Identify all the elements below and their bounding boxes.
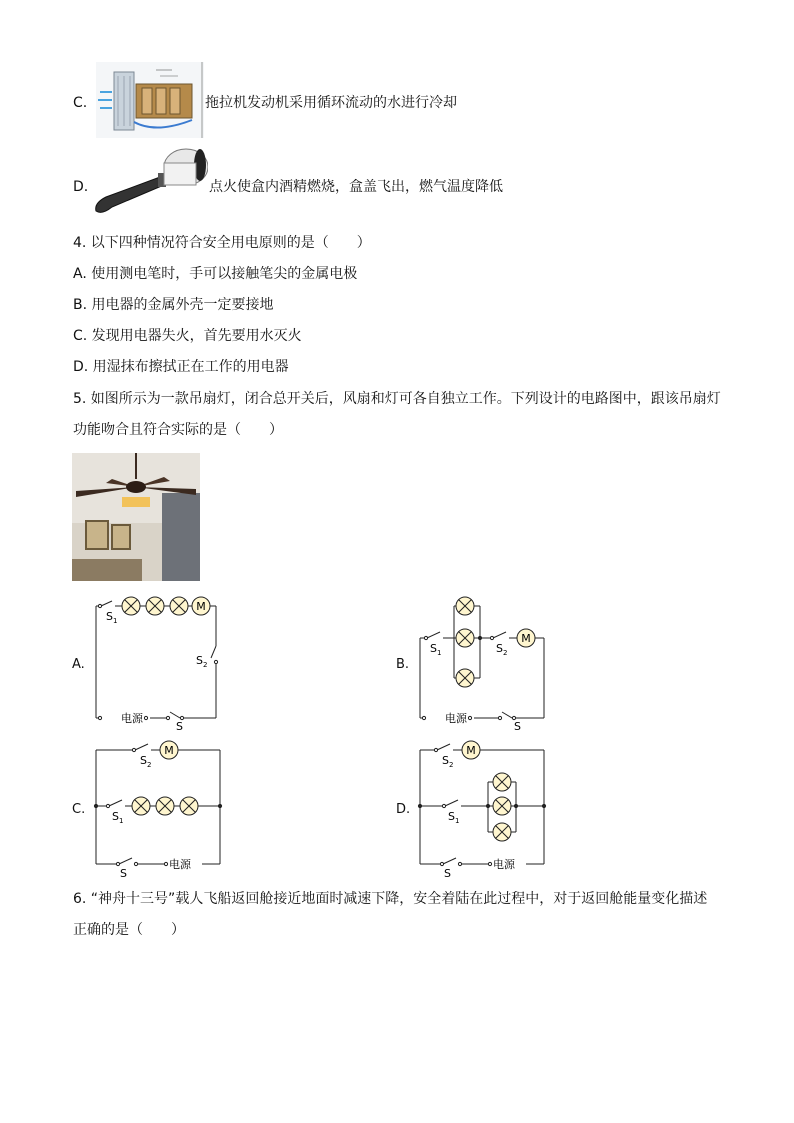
circuit-d-s1-sub: 1 [455, 817, 460, 825]
option-c-letter: C. [73, 95, 88, 111]
circuit-d-power: 电源 [493, 858, 515, 871]
circuit-a-s1-sub: 1 [113, 617, 118, 625]
q4-option-d: D. 用湿抹布擦拭正在工作的用电器 [73, 359, 289, 375]
circuit-c-s2: S [140, 754, 147, 767]
circuit-d-s1: S [448, 810, 455, 823]
circuit-d-motor: M [466, 744, 476, 757]
circuit-b-s2-sub: 2 [503, 649, 508, 657]
q6-stem-line1: 6. “神舟十三号”载人飞船返回舱接近地面时减速下降，安全着陆在此过程中，对于返回舱能量变化描述 [73, 891, 708, 907]
circuit-b-s1: S [430, 642, 437, 655]
circuit-c-diagram [90, 738, 226, 878]
alcohol-ignition-image [90, 145, 208, 221]
engine-cooling-image [96, 62, 204, 138]
circuit-a-s2-sub: 2 [203, 661, 208, 669]
circuit-a-s: S [176, 720, 183, 733]
circuit-a-power: 电源 [121, 712, 143, 725]
q6-stem-line2: 正确的是（ ） [73, 922, 185, 938]
q5-stem-line2: 功能吻合且符合实际的是（ ） [73, 422, 283, 438]
circuit-d-s2: S [442, 754, 449, 767]
circuit-a-label: A. [72, 657, 85, 672]
circuit-b-s1-sub: 1 [437, 649, 442, 657]
q5-stem-line1: 5. 如图所示为一款吊扇灯，闭合总开关后，风扇和灯可各自独立工作。下列设计的电路图中，跟该吊扇灯 [73, 391, 721, 407]
circuit-b-power: 电源 [445, 712, 467, 725]
q4-stem: 4. 以下四种情况符合安全用电原则的是（ ） [73, 235, 371, 251]
circuit-d-s2-sub: 2 [449, 761, 454, 769]
ceiling-fan-photo [72, 453, 200, 581]
circuit-b-s2: S [496, 642, 503, 655]
q4-option-c: C. 发现用电器失火，首先要用水灭火 [73, 328, 302, 344]
circuit-a-motor: M [196, 600, 206, 613]
circuit-d-label: D. [396, 802, 411, 817]
circuit-a-s1: S [106, 610, 113, 623]
circuit-c-label: C. [72, 802, 86, 817]
circuit-d-s: S [444, 867, 451, 878]
option-c-text: 拖拉机发动机采用循环流动的水进行冷却 [205, 95, 457, 111]
circuit-c-motor: M [164, 744, 174, 757]
circuit-d-diagram [414, 738, 550, 878]
circuit-c-s1: S [112, 810, 119, 823]
option-d-text: 点火使盒内酒精燃烧，盒盖飞出，燃气温度降低 [209, 179, 503, 195]
q4-option-b: B. 用电器的金属外壳一定要接地 [73, 297, 274, 313]
circuit-a-diagram [90, 594, 226, 734]
circuit-c-s2-sub: 2 [147, 761, 152, 769]
circuit-b-diagram [414, 594, 550, 734]
option-d-letter: D. [73, 179, 89, 195]
circuit-c-s1-sub: 1 [119, 817, 124, 825]
circuit-c-s: S [120, 867, 127, 878]
circuit-b-motor: M [521, 632, 531, 645]
circuit-a-s2: S [196, 654, 203, 667]
circuit-b-label: B. [396, 657, 410, 672]
circuit-c-power: 电源 [169, 858, 191, 871]
circuit-b-s: S [514, 720, 521, 733]
q4-option-a: A. 使用测电笔时，手可以接触笔尖的金属电极 [73, 266, 358, 282]
